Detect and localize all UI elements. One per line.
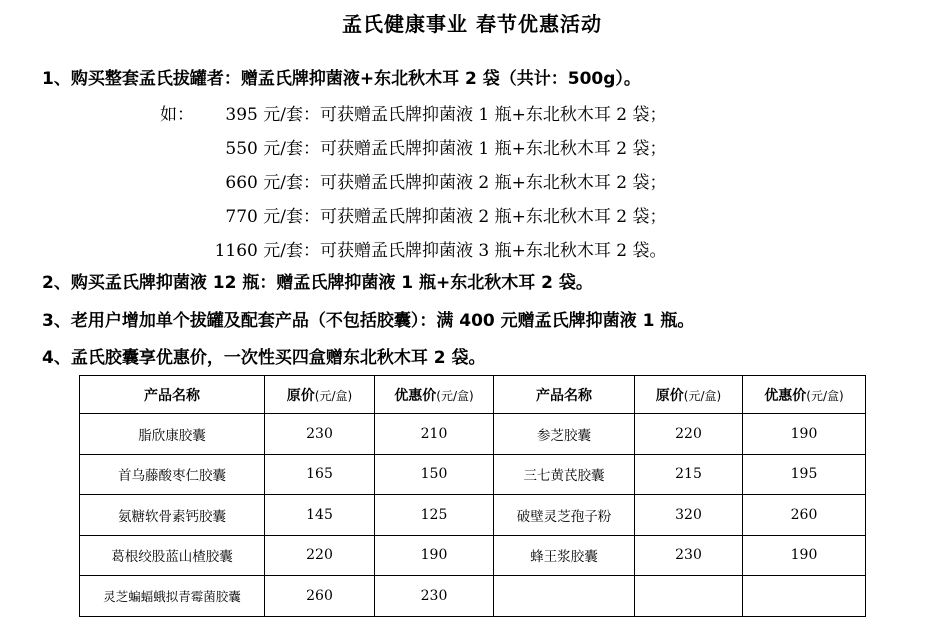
example-line [160, 130, 740, 164]
promo-item-4: 4、孟氏胶囊享优惠价，一次性买四盒赠东北秋木耳 2 袋。 [42, 348, 486, 368]
product-name-cell: 首乌藤酸枣仁胶囊 [80, 454, 265, 495]
product-name-cell: 蜂王浆胶囊 [494, 535, 635, 576]
sale-price-cell: 260 [743, 495, 866, 536]
original-price-cell: 220 [635, 414, 743, 455]
example-line [160, 164, 740, 198]
product-name-cell: 破壁灵芝孢子粉 [494, 495, 635, 536]
page-title: 孟氏健康事业 春节优惠活动 [342, 12, 602, 36]
example-list [160, 96, 740, 266]
example-gift: 可获赠孟氏牌抑菌液 1 瓶+东北秋木耳 2 袋； [320, 139, 667, 159]
sale-price-cell: 195 [743, 454, 866, 495]
sale-price-cell [743, 576, 866, 617]
table-row [80, 414, 866, 455]
header-sale-price: 优惠价(元/盒) [743, 376, 866, 414]
sale-price-cell: 190 [743, 414, 866, 455]
example-line [160, 232, 740, 266]
example-gift: 可获赠孟氏牌抑菌液 2 瓶+东北秋木耳 2 袋； [320, 207, 667, 227]
original-price-cell: 260 [265, 576, 375, 617]
sale-price-cell: 125 [375, 495, 494, 536]
example-prefix: 如： [160, 105, 194, 125]
original-price-cell: 320 [635, 495, 743, 536]
example-price: 770 元/套： [225, 207, 320, 227]
original-price-cell: 220 [265, 535, 375, 576]
original-price-cell: 165 [265, 454, 375, 495]
example-line [160, 96, 740, 130]
header-original-price: 原价(元/盒) [265, 376, 375, 414]
example-price: 660 元/套： [225, 173, 320, 193]
example-price: 550 元/套： [225, 139, 320, 159]
sale-price-cell: 190 [375, 535, 494, 576]
promo-item-3: 3、老用户增加单个拔罐及配套产品（不包括胶囊）：满 400 元赠孟氏牌抑菌液 1 瓶。 [42, 311, 695, 331]
original-price-cell: 230 [265, 414, 375, 455]
table-header-row [80, 376, 866, 414]
table-row [80, 535, 866, 576]
product-name-cell: 葛根绞股蓝山楂胶囊 [80, 535, 265, 576]
example-gift: 可获赠孟氏牌抑菌液 1 瓶+东北秋木耳 2 袋； [320, 105, 667, 125]
original-price-cell [635, 576, 743, 617]
table-row [80, 454, 866, 495]
example-price: 395 元/套： [225, 105, 320, 125]
product-name-cell: 氨糖软骨素钙胶囊 [80, 495, 265, 536]
header-product-name: 产品名称 [494, 376, 635, 414]
sale-price-cell: 190 [743, 535, 866, 576]
table-row [80, 576, 866, 617]
header-sale-price: 优惠价(元/盒) [375, 376, 494, 414]
product-name-cell [494, 576, 635, 617]
original-price-cell: 145 [265, 495, 375, 536]
sale-price-cell: 230 [375, 576, 494, 617]
sale-price-cell: 210 [375, 414, 494, 455]
example-price: 1160 元/套： [214, 241, 320, 261]
header-original-price: 原价(元/盒) [635, 376, 743, 414]
product-name-cell: 三七黄芪胶囊 [494, 454, 635, 495]
example-gift: 可获赠孟氏牌抑菌液 3 瓶+东北秋木耳 2 袋。 [320, 241, 667, 261]
promo-item-2: 2、购买孟氏牌抑菌液 12 瓶：赠孟氏牌抑菌液 1 瓶+东北秋木耳 2 袋。 [42, 273, 593, 293]
example-line [160, 198, 740, 232]
promo-item-1: 1、购买整套孟氏拔罐者：赠孟氏牌抑菌液+东北秋木耳 2 袋（共计：500g）。 [42, 69, 641, 89]
table-row [80, 495, 866, 536]
sale-price-cell: 150 [375, 454, 494, 495]
product-name-cell: 参芝胶囊 [494, 414, 635, 455]
original-price-cell: 215 [635, 454, 743, 495]
price-table [79, 375, 866, 617]
product-name-cell: 脂欣康胶囊 [80, 414, 265, 455]
product-name-cell: 灵芝蝙蝠蛾拟青霉菌胶囊 [80, 576, 265, 617]
header-product-name: 产品名称 [80, 376, 265, 414]
original-price-cell: 230 [635, 535, 743, 576]
example-gift: 可获赠孟氏牌抑菌液 2 瓶+东北秋木耳 2 袋； [320, 173, 667, 193]
